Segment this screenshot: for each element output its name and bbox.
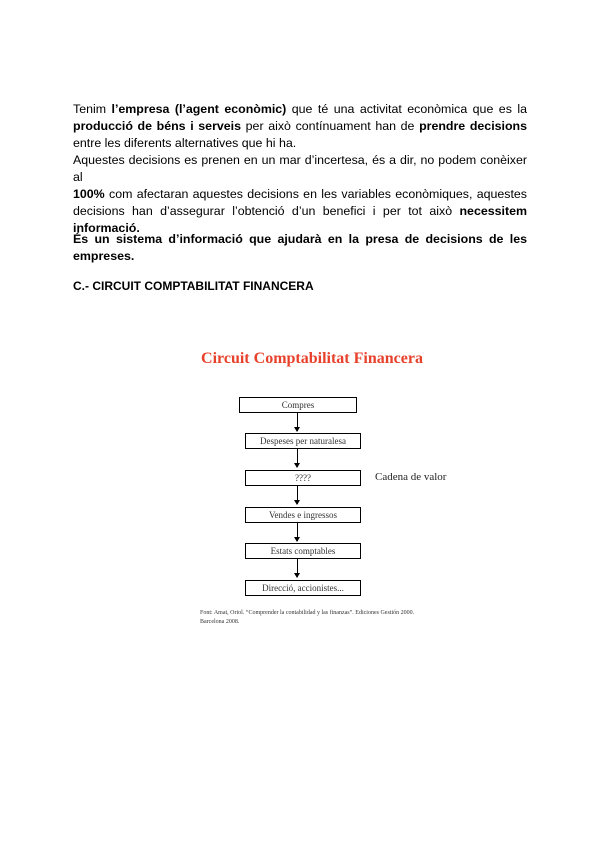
intro-line-6: decisions han d’assegurar l’obtenció d’un benefici i per tot això necessitem: [73, 204, 527, 218]
source-citation: [200, 609, 460, 627]
intro-line-7: informació.: [73, 221, 140, 235]
intro-line-3: entre les diferents alternatives que hi ha.: [73, 136, 297, 150]
box-despeses: Despeses per naturalesa: [245, 433, 361, 449]
value-chain-label: Cadena de valor: [375, 471, 447, 483]
box-compres: Compres: [239, 397, 357, 413]
box-estats: Estats comptables: [245, 543, 361, 559]
intro-line-5: 100% com afectaran aquestes decisions en les variables econòmiques, aquestes: [73, 187, 527, 201]
intro-line-1: Tenim l’empresa (l’agent econòmic) que té una activitat econòmica que es la: [73, 102, 527, 116]
arrow-1: [297, 413, 298, 431]
diagram-title: Circuit Comptabilitat Financera: [201, 350, 423, 367]
box-unknown: ????: [245, 470, 361, 486]
box-vendes: Vendes e ingressos: [245, 507, 361, 523]
intro-line-4: Aquestes decisions es prenen en un mar d’incertesa, és a dir, no podem conèixer al: [73, 153, 527, 184]
arrow-3: [297, 486, 298, 504]
intro-paragraph: [73, 101, 527, 237]
arrow-5: [297, 559, 298, 577]
source-line-2: Barcelona 2008.: [200, 619, 240, 625]
conclusion-paragraph: [73, 231, 527, 265]
box-direccio: Direcció, accionistes...: [245, 580, 361, 596]
intro-line-2: producció de béns i serveis per això contínuament han de prendre decisions: [73, 119, 527, 133]
conclusion-line-1: És un sistema d’informació que ajudarà en la presa de decisions de les: [73, 232, 527, 246]
source-line-1: Font: Amat, Oriol. “Comprender la contabilidad y las finanzas”. Ediciones Gestión 2000.: [200, 610, 415, 616]
arrow-4: [297, 523, 298, 541]
conclusion-line-2: empreses.: [73, 249, 135, 263]
arrow-2: [297, 449, 298, 467]
section-heading: C.- CIRCUIT COMPTABILITAT FINANCERA: [73, 279, 314, 293]
